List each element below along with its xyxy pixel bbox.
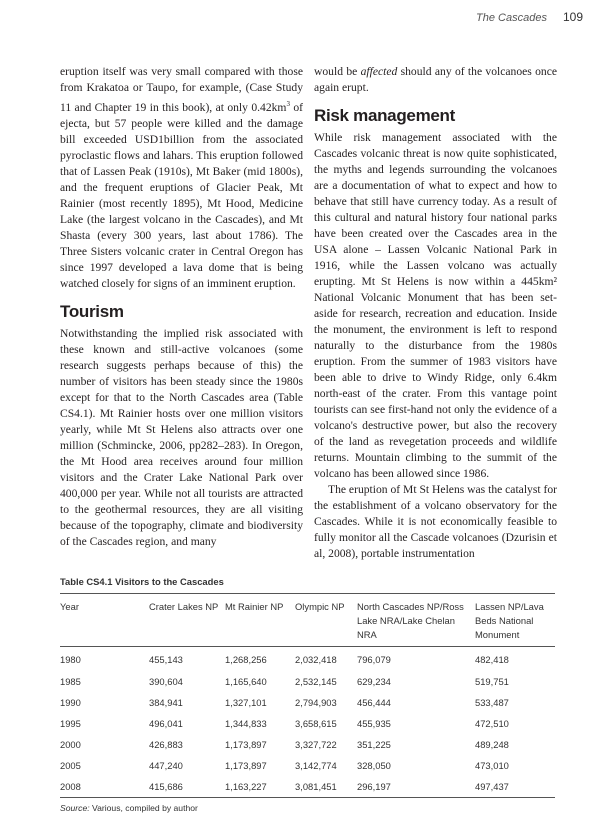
table-row	[60, 734, 555, 755]
paragraph	[60, 64, 303, 292]
table-header-row	[60, 594, 555, 647]
table-cell: 3,327,722	[295, 739, 337, 750]
table-cell: 1995	[60, 718, 81, 729]
table-cell: 1980	[60, 653, 81, 665]
column-header: Year	[60, 594, 149, 647]
table-cell: 447,240	[149, 760, 183, 771]
table-cell: 455,143	[149, 653, 183, 665]
table-cell: 3,081,451	[295, 781, 337, 792]
text: of ejecta, but 57 people were killed and the damage bill exceeded USD1billion from the associated pyroclastic flows and lahars. This eruption followed that of Lassen Peak (1910s), Mt Baker (mid 1800s), and the frequent eruptions of Glacier Peak, Mt Rainier (most recently 1895), Mt Hood, Medicine Lake (the largest volcano in the Cascades), and Mt Shasta (every 300 years, last about 1786). The Three Sisters volcanic crater in Central Oregon has since 1997 developed a lava dome that is being watched closely for signs of an imminent eruption.	[60, 100, 303, 290]
right-column	[314, 64, 557, 562]
table-cell: 1,173,897	[225, 739, 267, 750]
table-cell: 456,444	[357, 697, 391, 708]
table-cell: 2008	[60, 781, 81, 792]
table-cell: 328,050	[357, 760, 391, 771]
table-cell: 496,041	[149, 718, 183, 729]
table-row	[60, 692, 555, 713]
column-header: Olympic NP	[295, 594, 357, 647]
table-cell: 415,686	[149, 781, 183, 792]
table-row	[60, 647, 555, 672]
section-heading-risk-management: Risk management	[314, 106, 455, 125]
table-cell: 472,510	[475, 718, 509, 729]
table-cell: 384,941	[149, 697, 183, 708]
text: should any of the volcanoes once again erupt.	[314, 65, 557, 94]
paragraph: While risk management associated with the Cascades volcanic threat is now quite sophisticated, the myths and legends surrounding the volcanoes are a documentation of what to expect and how to behave that still have currency today. As a result of this cultural and natural history four national parks have been created over the Cascades area in the USA alone – Lassen Volcanic National Park in 1916, while the Lassen volcano was actually erupting. Mt St Helens is now within a 445km² National Volcanic Monument that has been set-aside for research, recreation and education. Inside the monument, the environment is left to respond naturally to the disturbance from the 1980s eruption. From the summer of 1983 visitors have been able to drive to Windy Ridge, only 6.4km north-east of the crater. From this vantage point tourists can see first-hand not only the evidence of a volcano's destructive power, but also the recovery of the land as revegetation proceeds and wildlife returns. Mountain climbing to the summit of the volcano has been allowed since 1986.	[314, 131, 557, 480]
source-label: Source:	[60, 803, 90, 813]
table-cell: 519,751	[475, 676, 509, 687]
table-cell: 1,163,227	[225, 781, 267, 792]
table-cell: 455,935	[357, 718, 391, 729]
table-cell: 2005	[60, 760, 81, 771]
table-cell: 533,487	[475, 697, 509, 708]
table-cell: 426,883	[149, 739, 183, 750]
table-cell: 3,658,615	[295, 718, 337, 729]
table-body	[60, 647, 555, 798]
table-cell: 489,248	[475, 739, 509, 750]
table-cell: 796,079	[357, 653, 391, 665]
emphasis: affected	[360, 65, 398, 78]
table-cell: 390,604	[149, 676, 183, 687]
table-caption: Table CS4.1 Visitors to the Cascades	[60, 576, 224, 587]
data-table	[60, 593, 555, 798]
page-header	[0, 10, 613, 50]
table-cell: 1,327,101	[225, 697, 267, 708]
table-cell: 2,032,418	[295, 653, 337, 665]
text-columns	[0, 64, 613, 562]
left-column	[60, 64, 303, 562]
table-source	[60, 803, 555, 813]
table-cell: 1,173,897	[225, 760, 267, 771]
table-cell: 482,418	[475, 653, 509, 665]
text: would be	[314, 65, 361, 78]
paragraph: The eruption of Mt St Helens was the catalyst for the establishment of a volcano observatory for the Cascades. While it is not economically feasible to fully monitor all the Cascade volcanoes (Dzurisin et al, 2008), portable instrumentation	[314, 483, 557, 560]
table-cell: 296,197	[357, 781, 391, 792]
paragraph: Notwithstanding the implied risk associated with these known and still-active volcanoes (some research suggests perhaps because of this) the number of visitors has been steady since the 1980s except for that to the North Cascades area (Table CS4.1). Mt Rainier hosts over one million visitors yearly, while Mt St Helens also attracts over one million (Schmincke, 2006, pp282–283). In Oregon, the Mt Hood area receives around four million visitors and the Crater Lake National Park over 400,000 per year. While not all tourists are attracted to the geothermal resources, they are all visiting because of the topography, climate and biodiversity of the Cascades region, and many	[60, 326, 303, 548]
page-number: 109	[562, 10, 583, 24]
column-header: North Cascades NP/Ross Lake NRA/Lake Chelan NRA	[357, 594, 475, 647]
table-cell: 1,165,640	[225, 676, 267, 687]
table-cell: 2000	[60, 739, 81, 750]
superscript: 3	[286, 100, 290, 108]
table-cell: 351,225	[357, 739, 391, 750]
table-row	[60, 776, 555, 798]
table-cell: 1,268,256	[225, 653, 267, 665]
paragraph	[314, 64, 557, 96]
table-cell: 1985	[60, 676, 81, 687]
table-cell: 1,344,833	[225, 718, 267, 729]
table-cell: 1990	[60, 697, 81, 708]
table-cell: 3,142,774	[295, 760, 337, 771]
text: eruption itself was very small compared with those from Krakatoa or Taupo, for example, (Case Study 11 and Chapter 19 in this book), at only 0.42km	[60, 65, 303, 114]
source-text: Various, compiled by author	[89, 803, 198, 813]
column-header: Crater Lakes NP	[149, 594, 225, 647]
table-cell: 2,532,145	[295, 676, 337, 687]
section-heading-tourism: Tourism	[60, 301, 124, 321]
table-row	[60, 713, 555, 734]
table-cell: 2,794,903	[295, 697, 337, 708]
table-cell: 497,437	[475, 781, 509, 792]
running-title: The Cascades	[476, 12, 547, 24]
visitors-table	[60, 576, 555, 813]
table-row	[60, 671, 555, 692]
table-cell: 473,010	[475, 760, 509, 771]
column-header: Lassen NP/Lava Beds National Monument	[475, 594, 555, 647]
column-header: Mt Rainier NP	[225, 594, 295, 647]
table-cell: 629,234	[357, 676, 391, 687]
table-row	[60, 755, 555, 776]
